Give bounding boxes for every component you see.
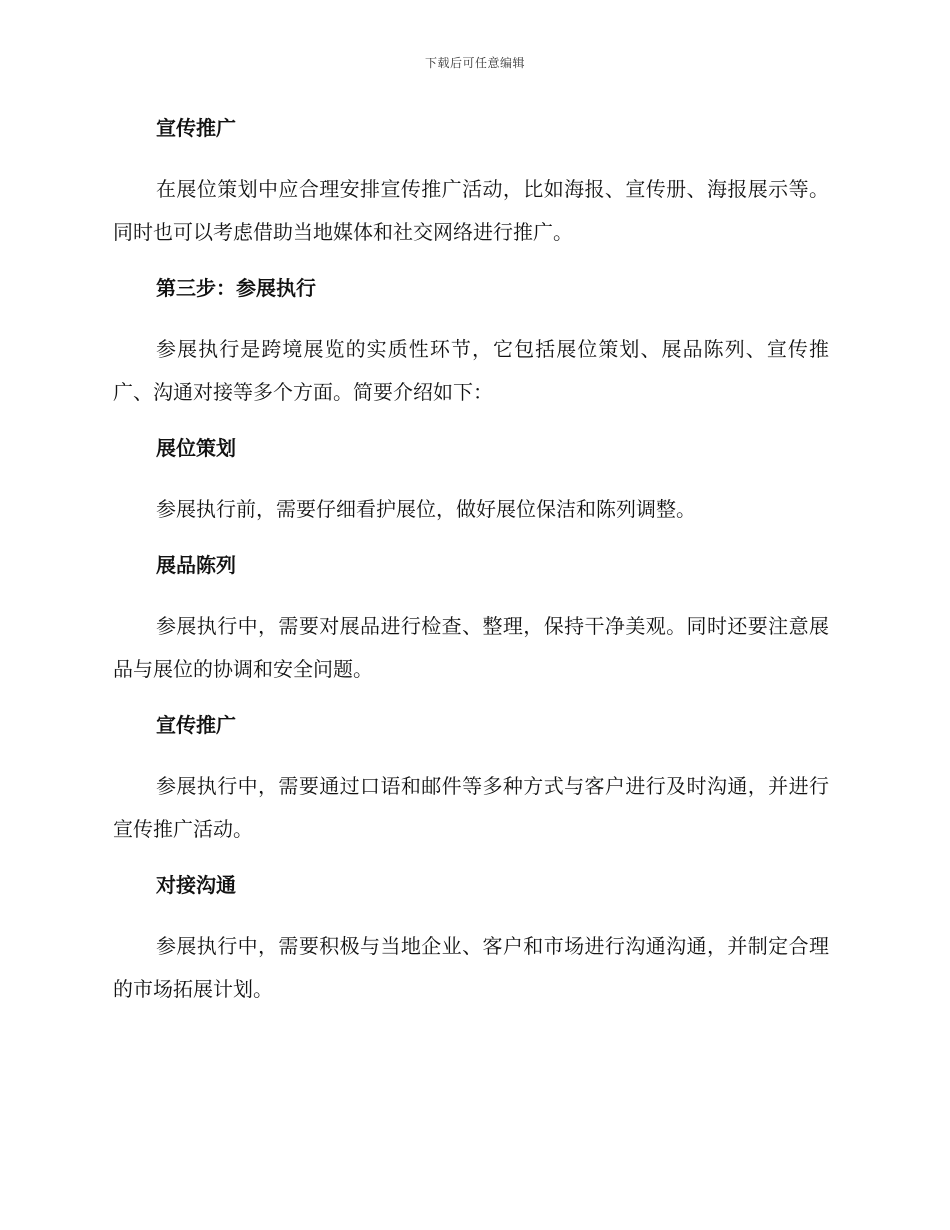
- paragraph-promotion-execution: 参展执行中，需要通过口语和邮件等多种方式与客户进行及时沟通，并进行宣传推广活动。: [113, 774, 829, 841]
- section-heading-exhibit-display: 展品陈列: [156, 553, 236, 577]
- section-heading-promotion: 宣传推广: [156, 116, 236, 140]
- paragraph-exhibit-display: 参展执行中，需要对展品进行检查、整理，保持干净美观。同时还要注意展品与展位的协调和安全问题。: [113, 614, 829, 681]
- document-body: [113, 110, 829, 1027]
- paragraph-booth-planning: 参展执行前，需要仔细看护展位，做好展位保洁和陈列调整。: [156, 497, 696, 521]
- section-heading-promotion-execution: 宣传推广: [156, 713, 236, 737]
- paragraph-execution-intro: 参展执行是跨境展览的实质性环节，它包括展位策划、展品陈列、宣传推广、沟通对接等多个方面。简要介绍如下：: [113, 337, 829, 404]
- section-heading-communication: 对接沟通: [156, 873, 236, 897]
- section-heading-step-three: 第三步：参展执行: [156, 276, 316, 300]
- section-heading-booth-planning: 展位策划: [156, 436, 236, 460]
- paragraph-promotion-plan: 在展位策划中应合理安排宣传推广活动，比如海报、宣传册、海报展示等。同时也可以考虑借助当地媒体和社交网络进行推广。: [113, 177, 829, 244]
- page-header: 下载后可任意编辑: [424, 56, 525, 70]
- paragraph-communication: 参展执行中，需要积极与当地企业、客户和市场进行沟通沟通，并制定合理的市场拓展计划。: [113, 934, 829, 1001]
